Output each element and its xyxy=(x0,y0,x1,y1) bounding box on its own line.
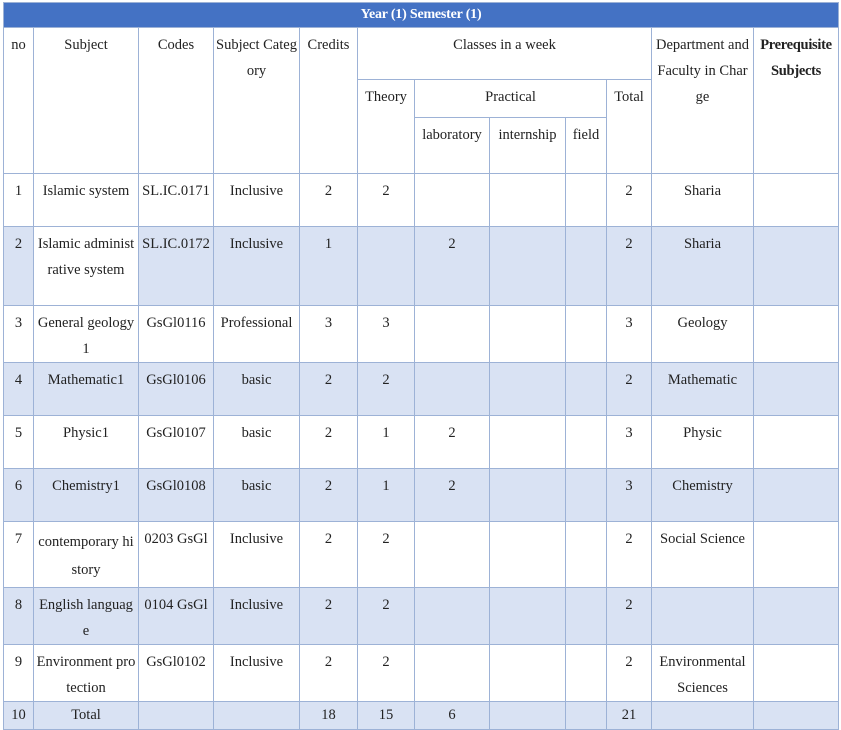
table-row xyxy=(4,469,839,522)
cell-category: Inclusive xyxy=(214,174,300,227)
cell-field xyxy=(566,306,607,363)
cell-credits: 2 xyxy=(300,416,358,469)
title-row xyxy=(4,3,839,28)
cell-total: 2 xyxy=(607,588,652,645)
cell-code: GsGl0108 xyxy=(139,469,214,522)
cell-internship xyxy=(490,306,566,363)
cell-prerequisite xyxy=(754,363,839,416)
cell-internship xyxy=(490,469,566,522)
cell-subject: General geology1 xyxy=(34,306,139,363)
header-department: Department and Faculty in Charge xyxy=(652,28,754,174)
cell-credits: 2 xyxy=(300,363,358,416)
cell-theory: 1 xyxy=(358,469,415,522)
cell-category: Professional xyxy=(214,306,300,363)
cell-prerequisite xyxy=(754,174,839,227)
cell-theory: 2 xyxy=(358,522,415,588)
header-no: no xyxy=(4,28,34,174)
cell-field xyxy=(566,522,607,588)
cell-credits: 2 xyxy=(300,645,358,702)
cell-laboratory: 6 xyxy=(415,702,490,730)
cell-no: 8 xyxy=(4,588,34,645)
cell-no: 7 xyxy=(4,522,34,588)
cell-theory: 2 xyxy=(358,645,415,702)
cell-laboratory: 2 xyxy=(415,416,490,469)
cell-field xyxy=(566,645,607,702)
cell-credits: 2 xyxy=(300,588,358,645)
cell-category: basic xyxy=(214,363,300,416)
cell-total: 2 xyxy=(607,363,652,416)
cell-field xyxy=(566,174,607,227)
cell-credits: 18 xyxy=(300,702,358,730)
cell-theory: 2 xyxy=(358,588,415,645)
cell-total: 2 xyxy=(607,227,652,306)
table-row xyxy=(4,645,839,702)
cell-department: Chemistry xyxy=(652,469,754,522)
cell-department: Mathematic xyxy=(652,363,754,416)
cell-subject: Mathematic1 xyxy=(34,363,139,416)
cell-no: 9 xyxy=(4,645,34,702)
table-row xyxy=(4,363,839,416)
cell-subject: Islamic administrative system xyxy=(34,227,139,306)
cell-field xyxy=(566,588,607,645)
cell-laboratory xyxy=(415,174,490,227)
cell-department: Geology xyxy=(652,306,754,363)
cell-prerequisite xyxy=(754,416,839,469)
cell-laboratory xyxy=(415,306,490,363)
cell-internship xyxy=(490,416,566,469)
cell-no: 5 xyxy=(4,416,34,469)
cell-total-label: Total xyxy=(34,702,139,730)
cell-internship xyxy=(490,522,566,588)
cell-laboratory: 2 xyxy=(415,227,490,306)
cell-prerequisite xyxy=(754,306,839,363)
table-row xyxy=(4,522,839,588)
cell-total: 3 xyxy=(607,416,652,469)
cell-department: Sharia xyxy=(652,174,754,227)
cell-code xyxy=(139,702,214,730)
cell-category xyxy=(214,702,300,730)
cell-no: 6 xyxy=(4,469,34,522)
cell-prerequisite xyxy=(754,469,839,522)
cell-code: GsGl0107 xyxy=(139,416,214,469)
cell-theory: 2 xyxy=(358,174,415,227)
cell-subject: Islamic system xyxy=(34,174,139,227)
cell-credits: 1 xyxy=(300,227,358,306)
cell-credits: 2 xyxy=(300,522,358,588)
cell-credits: 2 xyxy=(300,469,358,522)
header-classes-week: Classes in a week xyxy=(358,28,652,80)
header-practical: Practical xyxy=(415,80,607,118)
cell-department: Environmental Sciences xyxy=(652,645,754,702)
header-laboratory: laboratory xyxy=(415,118,490,174)
cell-field xyxy=(566,702,607,730)
cell-total: 2 xyxy=(607,174,652,227)
cell-laboratory xyxy=(415,645,490,702)
cell-no: 3 xyxy=(4,306,34,363)
cell-category: Inclusive xyxy=(214,588,300,645)
cell-theory: 2 xyxy=(358,363,415,416)
table-title: Year (1) Semester (1) xyxy=(4,3,839,28)
cell-laboratory: 2 xyxy=(415,469,490,522)
cell-category: Inclusive xyxy=(214,645,300,702)
cell-internship xyxy=(490,363,566,416)
cell-code: SL.IC.0171 xyxy=(139,174,214,227)
cell-internship xyxy=(490,174,566,227)
cell-laboratory xyxy=(415,363,490,416)
cell-internship xyxy=(490,645,566,702)
cell-total: 2 xyxy=(607,645,652,702)
cell-internship xyxy=(490,588,566,645)
cell-total: 3 xyxy=(607,469,652,522)
cell-theory: 3 xyxy=(358,306,415,363)
cell-category: Inclusive xyxy=(214,522,300,588)
cell-no: 2 xyxy=(4,227,34,306)
cell-field xyxy=(566,416,607,469)
header-theory: Theory xyxy=(358,80,415,174)
cell-laboratory xyxy=(415,522,490,588)
cell-internship xyxy=(490,702,566,730)
cell-category: Inclusive xyxy=(214,227,300,306)
cell-code: GsGl0102 xyxy=(139,645,214,702)
table-row xyxy=(4,227,839,306)
cell-prerequisite xyxy=(754,227,839,306)
cell-theory: 1 xyxy=(358,416,415,469)
cell-prerequisite xyxy=(754,645,839,702)
total-row xyxy=(4,702,839,730)
cell-code: GsGl0106 xyxy=(139,363,214,416)
cell-field xyxy=(566,363,607,416)
cell-prerequisite xyxy=(754,588,839,645)
table-row xyxy=(4,174,839,227)
cell-field xyxy=(566,469,607,522)
cell-theory: 15 xyxy=(358,702,415,730)
curriculum-table xyxy=(3,2,839,730)
cell-prerequisite xyxy=(754,702,839,730)
header-field: field xyxy=(566,118,607,174)
cell-laboratory xyxy=(415,588,490,645)
cell-category: basic xyxy=(214,416,300,469)
cell-no: 10 xyxy=(4,702,34,730)
header-credits: Credits xyxy=(300,28,358,174)
header-category: Subject Category xyxy=(214,28,300,174)
cell-code: SL.IC.0172 xyxy=(139,227,214,306)
cell-code: 0203 GsGl xyxy=(139,522,214,588)
cell-internship xyxy=(490,227,566,306)
cell-no: 1 xyxy=(4,174,34,227)
cell-credits: 2 xyxy=(300,174,358,227)
cell-department: Physic xyxy=(652,416,754,469)
cell-field xyxy=(566,227,607,306)
cell-prerequisite xyxy=(754,522,839,588)
cell-theory xyxy=(358,227,415,306)
table-row xyxy=(4,416,839,469)
table-row xyxy=(4,306,839,363)
cell-department: Social Science xyxy=(652,522,754,588)
header-total: Total xyxy=(607,80,652,174)
cell-code: 0104 GsGl xyxy=(139,588,214,645)
cell-subject: Chemistry1 xyxy=(34,469,139,522)
cell-total: 3 xyxy=(607,306,652,363)
cell-department xyxy=(652,702,754,730)
cell-subject: English language xyxy=(34,588,139,645)
cell-total: 21 xyxy=(607,702,652,730)
cell-department: Sharia xyxy=(652,227,754,306)
cell-category: basic xyxy=(214,469,300,522)
header-internship: internship xyxy=(490,118,566,174)
cell-subject: Environment protection xyxy=(34,645,139,702)
header-subject: Subject xyxy=(34,28,139,174)
cell-credits: 3 xyxy=(300,306,358,363)
header-codes: Codes xyxy=(139,28,214,174)
cell-department xyxy=(652,588,754,645)
cell-subject: Physic1 xyxy=(34,416,139,469)
cell-code: GsGl0116 xyxy=(139,306,214,363)
table-row xyxy=(4,588,839,645)
cell-total: 2 xyxy=(607,522,652,588)
cell-subject: contemporary history xyxy=(34,522,139,588)
header-row-1 xyxy=(4,28,839,80)
header-prerequisite: Prerequisite Subjects xyxy=(754,28,839,174)
cell-no: 4 xyxy=(4,363,34,416)
